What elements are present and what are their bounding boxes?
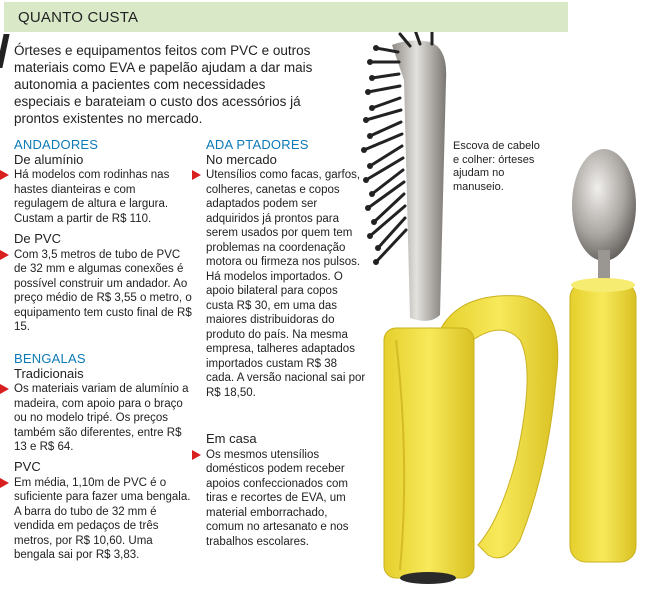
paragraph-pvc-bengala [14,476,192,563]
column-left-bengalas [14,352,192,455]
section-title-andadores: ANDADORES [14,137,99,152]
paragraph-aluminio [14,168,192,226]
paragraph-pvc-bengala-text: Em média, 1,10m de PVC é o suficiente para fazer uma bengala. A barra do tubo de 32 mm é vendida em pedaços de três metros, por R$ 10,60. Uma bengala sai por R$ 3,83. [14,476,191,561]
paragraph-casa-text: Os mesmos utensílios domésticos podem receber apoios confeccionados com tiras e recortes de EVA, um material emborrachado, comum no artesanato e nos trabalhos escolares. [206,448,349,548]
subtitle-pvc-andador: De PVC [14,231,61,246]
paragraph-pvc-andador [14,248,192,335]
header-bar [4,2,568,32]
paragraph-mercado-text: Utensílios como facas, garfos, colheres, canetas e copos adaptados podem ser adquiridos já prontos para serem usados por quem tem problemas na coordenação motora ou firmeza nos pulsos. Há modelos importados. O apoio bilateral para copos custa R$ 30, em uma das maiores distribuidoras do produto do país. Na mesma empresa, talheres adaptados importados custam R$ 38 cada. A versão nacional sai por R$ 18,50. [206,169,366,399]
paragraph-mercado [206,168,366,400]
bullet-triangle-icon [0,250,9,260]
column-middle-casa [206,432,366,549]
bullet-triangle-icon [192,170,201,180]
subtitle-aluminio: De alumínio [14,151,84,167]
subtitle-casa: Em casa [206,431,257,446]
paragraph-tradicionais [14,382,192,455]
section-title-adaptadores: ADA PTADORES [206,137,309,152]
paragraph-aluminio-text: Há modelos com rodinhas nas hastes dianteiras e com regulagem de altura e largura. Custam a partir de R$ 110. [14,169,170,225]
column-left [14,138,192,226]
paragraph-pvc-andador-text: Com 3,5 metros de tubo de PVC de 32 mm e algumas conexões é possível construir um andador. Ao preço médio de R$ 3,55 o metro, o equipamento tem custo final de R$ 15. [14,248,192,333]
bullet-triangle-icon [0,384,9,394]
bullet-triangle-icon [192,450,201,460]
paragraph-tradicionais-text: Os materiais variam de alumínio a madeira, com apoio para o braço ou no modelo tripé. Os preços também são diferentes, entre R$ 13 e R$ 64. [14,383,189,453]
column-middle [206,138,366,400]
column-left-pvc [14,232,192,335]
bullet-triangle-icon [0,170,9,180]
bullet-triangle-icon [0,478,9,488]
subtitle-tradicionais: Tradicionais [14,365,84,381]
paragraph-casa [206,448,366,550]
subtitle-mercado: No mercado [206,151,277,167]
column-left-bengala-pvc [14,460,192,563]
section-title-bengalas: BENGALAS [14,351,86,366]
subtitle-pvc-bengala: PVC [14,459,41,474]
intro-paragraph: Órteses e equipamentos feitos com PVC e outros materiais como EVA e papelão ajudam a dar mais autonomia a pacientes com necessidades especiais e barateiam o custo dos acessórios já prontos existentes no mercado. [14,43,313,126]
header-title: QUANTO CUSTA [18,9,139,26]
photo-caption: Escova de cabelo e colher: órteses ajudam no manuseio. [453,140,540,193]
